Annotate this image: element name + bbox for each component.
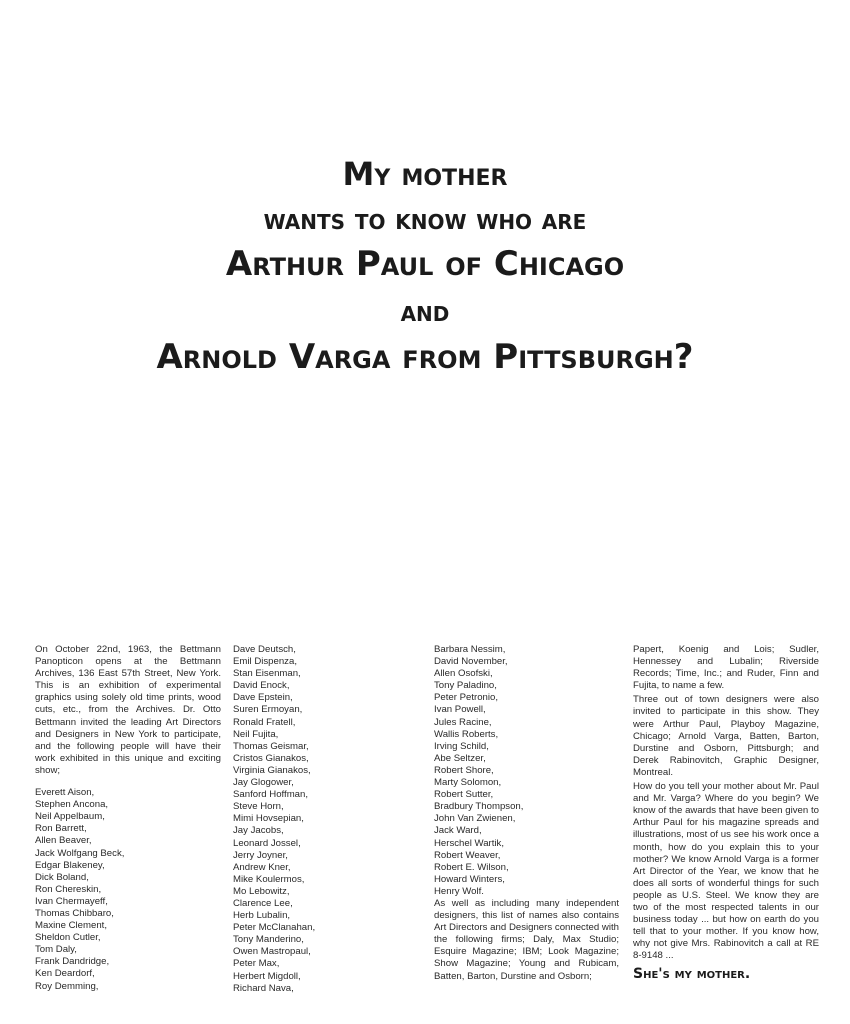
intro-paragraph: On October 22nd, 1963, the Bettmann Panopticon opens at the Bettmann Archives, 136 East 57th Street, New York. This is an exhibition of experimental graphics using solely old time prints, wood cuts, etc., from the Archives. Dr. Otto Bettmann invited the leading Art Directors and Designers in New York to participate, and the following people will have their work exhibited in this unique and exciting show; <box>35 644 221 776</box>
name-list-item: Virginia Gianakos, <box>233 764 311 776</box>
signoff: She's my mother. <box>633 966 751 983</box>
name-list-item: Everett Aison, <box>35 787 95 799</box>
name-list-item: Allen Osofski, <box>434 668 493 680</box>
names-list-2 <box>233 644 403 995</box>
name-list-item: Howard Winters, <box>434 873 505 885</box>
name-list-item: Steve Horn, <box>233 801 284 813</box>
name-list-item: Mo Lebowitz, <box>233 885 290 897</box>
name-list-item: Jay Jacobs, <box>233 825 284 837</box>
name-list-item: Henry Wolf. <box>434 885 484 897</box>
name-list-item: Maxine Clement, <box>35 920 107 932</box>
headline-line-1: My mother <box>342 155 508 193</box>
name-list-item: Frank Dandridge, <box>35 956 110 968</box>
name-list-item: Emil Dispenza, <box>233 656 297 668</box>
name-list-item: Dick Boland, <box>35 871 89 883</box>
name-list-item: Roy Demming, <box>35 980 99 992</box>
name-list-item: Barbara Nessim, <box>434 644 506 655</box>
name-list-item: Jerry Joyner, <box>233 849 288 861</box>
name-list-item: Ron Barrett, <box>35 823 87 835</box>
headline-line-2: wants to know who are <box>263 203 587 236</box>
name-list-item: Robert Sutter, <box>434 789 494 801</box>
name-list-item: Bradbury Thompson, <box>434 801 524 813</box>
body-column-4 <box>633 644 819 981</box>
name-list-item: Neil Fujita, <box>233 728 279 740</box>
body-column-1 <box>35 644 221 993</box>
firms-continued-paragraph: Papert, Koenig and Lois; Sudler, Hennessey and Lubalin; Riverside Records; Time, Inc.; and Ruder, Finn and Fujita, to name a few. <box>633 644 819 692</box>
name-list-item: Thomas Chibbaro, <box>35 907 114 919</box>
name-list-item: Irving Schild, <box>434 740 489 752</box>
headline-line-4: and <box>400 294 450 328</box>
name-list-item: Herb Lubalin, <box>233 910 291 922</box>
name-list-item: David Enock, <box>233 680 290 692</box>
headline <box>0 155 850 377</box>
name-list-item: Dave Epstein, <box>233 692 293 704</box>
name-list-item: Ivan Powell, <box>434 704 486 716</box>
headline-line-3: Arthur Paul of Chicago <box>225 244 625 284</box>
name-list-item: Suren Ermoyan, <box>233 704 303 716</box>
name-list-item: Stan Eisenman, <box>233 668 301 680</box>
firms-paragraph: As well as including many independent designers, this list of names also contains Art Directors and Designers connected with the following firms; Daly, Max Studio; Esquire Magazine; IBM; Look Magazine; Show Magazine; Young and Rubicam, Batten, Barton, Durstine and Osborn; <box>434 897 619 982</box>
name-list-item: Jack Wolfgang Beck, <box>35 847 125 859</box>
name-list-item: Wallis Roberts, <box>434 728 499 740</box>
name-list-item: Abe Seltzer, <box>434 752 486 764</box>
body-column-3 <box>434 644 619 985</box>
mother-question-paragraph: How do you tell your mother about Mr. Paul and Mr. Varga? Where do you begin? We know of the awards that have been given to Arthur Paul for his magazine spreads and illustrations, most of us see his work once a month, how do you explain this to your mother? We know Arnold Varga is a former Art Director of the Year, we know that he does all sorts of wonderful things for such people as U.S. Steel. We know they are two of the most respected talents in our business today ... but how on earth do you tell that to your mother. If you know how, why not give Mrs. Rabinovitch a call at RE 8-9148 ... <box>633 781 819 962</box>
name-list-item: Neil Appelbaum, <box>35 811 105 823</box>
body-column-2 <box>233 644 403 995</box>
name-list-item: Ronald Fratell, <box>233 716 296 728</box>
name-list-item: Jack Ward, <box>434 825 482 837</box>
out-of-town-paragraph: Three out of town designers were also invited to participate in this show. They were Arthur Paul, Playboy Magazine, Chicago; Arnold Varga, Batten, Barton, Durstine and Osborn, Pittsburgh; and Derek Rabinovitch, Graphic Designer, Montreal. <box>633 694 819 778</box>
name-list-item: Ron Chereskin, <box>35 883 102 895</box>
name-list-item: Jay Glogower, <box>233 777 294 789</box>
name-list-item: Leonard Jossel, <box>233 837 301 849</box>
name-list-item: Owen Mastropaul, <box>233 946 311 958</box>
name-list-item: John Van Zwienen, <box>434 813 516 825</box>
name-list-item: Jules Racine, <box>434 716 492 728</box>
name-list-item: Tony Paladino, <box>434 680 497 692</box>
name-list-item: Ken Deardorf, <box>35 968 95 980</box>
name-list-item: Ivan Chermayeff, <box>35 895 108 907</box>
name-list-item: Herschel Wartik, <box>434 837 505 849</box>
name-list-item: Tom Daly, <box>35 944 77 956</box>
name-list-item: Sheldon Cutler, <box>35 932 101 944</box>
name-list-item: Peter McClanahan, <box>233 922 316 934</box>
name-list-item: Robert Shore, <box>434 764 494 776</box>
name-list-item: Mimi Hovsepian, <box>233 813 304 825</box>
name-list-item: Tony Manderino, <box>233 934 304 946</box>
name-list-item: Andrew Kner, <box>233 861 291 873</box>
name-list-item: Marty Solomon, <box>434 777 502 789</box>
name-list-item: Cristos Gianakos, <box>233 752 309 764</box>
headline-line-5: Arnold Varga from Pittsburgh? <box>156 337 694 377</box>
name-list-item: Stephen Ancona, <box>35 799 109 811</box>
names-list-3 <box>434 644 619 898</box>
name-list-item: Dave Deutsch, <box>233 644 296 655</box>
name-list-item: Mike Koulermos, <box>233 873 305 885</box>
name-list-item: Peter Petronio, <box>434 692 498 704</box>
name-list-item: Peter Max, <box>233 958 280 970</box>
name-list-item: Robert Weaver, <box>434 849 501 861</box>
names-list-1 <box>35 787 221 993</box>
name-list-item: Herbert Migdoll, <box>233 970 301 982</box>
name-list-item: Clarence Lee, <box>233 897 293 909</box>
name-list-item: Allen Beaver, <box>35 835 92 847</box>
name-list-item: Edgar Blakeney, <box>35 859 105 871</box>
name-list-item: Thomas Geismar, <box>233 740 309 752</box>
name-list-item: Robert E. Wilson, <box>434 861 509 873</box>
name-list-item: Sanford Hoffman, <box>233 789 309 801</box>
name-list-item: David November, <box>434 656 508 668</box>
name-list-item: Richard Nava, <box>233 982 294 994</box>
